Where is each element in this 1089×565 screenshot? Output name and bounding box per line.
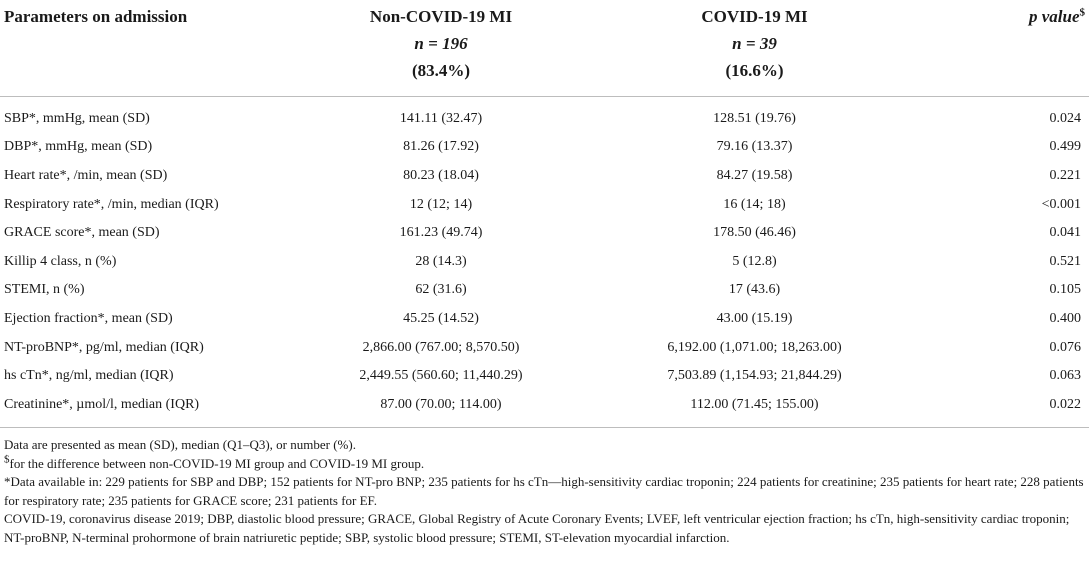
table-row	[0, 305, 1089, 334]
row-p-value: 0.105	[1049, 282, 1081, 298]
table-header	[0, 0, 1089, 96]
row-non-covid-value: 2,449.55 (560.60; 11,440.29)	[359, 368, 523, 384]
header-parameters: Parameters on admission	[4, 7, 188, 26]
header-covid-name: COVID-19 MI	[701, 7, 808, 26]
row-non-covid-value: 141.11 (32.47)	[399, 110, 483, 126]
row-parameter: Creatinine*, µmol/l, median (IQR)	[4, 396, 200, 412]
header-non-covid-group	[300, 0, 582, 96]
footnote-2	[4, 455, 1085, 474]
row-covid-value: 43.00 (15.19)	[716, 310, 793, 326]
row-non-covid-value: 28 (14.3)	[415, 253, 467, 269]
row-non-covid-value: 62 (31.6)	[415, 282, 467, 298]
row-p-value: <0.001	[1041, 196, 1081, 212]
row-p-value: 0.022	[1049, 396, 1081, 412]
footnote-2-sup: $	[4, 453, 10, 466]
row-non-covid-value: 87.00 (70.00; 114.00)	[380, 396, 502, 412]
row-parameter: STEMI, n (%)	[4, 282, 85, 298]
row-covid-value: 128.51 (19.76)	[713, 110, 796, 126]
row-non-covid-value: 2,866.00 (767.00; 8,570.50)	[362, 339, 520, 355]
row-parameter: GRACE score*, mean (SD)	[4, 225, 160, 241]
table-row	[0, 247, 1089, 276]
row-non-covid-value: 45.25 (14.52)	[403, 310, 479, 326]
row-covid-value: 112.00 (71.45; 155.00)	[690, 396, 819, 412]
footnote-4: COVID-19, coronavirus disease 2019; DBP, diastolic blood pressure; GRACE, Global Registry of Acute Coronary Events; LVEF, left ventricular ejection fraction; hs cTn, high-sensitivity cardiac troponin; NT-proBNP, N-terminal prohormone of brain natriuretic peptide; SBP, systolic blood pressure; STEMI, ST-elevation myocardial infarction.	[4, 511, 1070, 545]
row-covid-value: 79.16 (13.37)	[716, 139, 793, 155]
header-covid-group	[582, 0, 927, 96]
row-parameter: DBP*, mmHg, mean (SD)	[4, 139, 153, 155]
header-non-covid-n: n = 196	[414, 34, 468, 53]
row-parameter: Ejection fraction*, mean (SD)	[4, 310, 173, 326]
row-covid-value: 17 (43.6)	[728, 282, 781, 298]
row-p-value: 0.499	[1049, 139, 1081, 155]
row-parameter: Heart rate*, /min, mean (SD)	[4, 167, 168, 183]
row-p-value: 0.041	[1049, 225, 1081, 241]
header-p-value-label: p value	[1028, 7, 1080, 26]
footnote-3: *Data available in: 229 patients for SBP and DBP; 152 patients for NT-pro BNP; 235 patients for hs cTn—high-sensitivity cardiac troponin; 224 patients for creatinine; 235 patients for heart rate; 228 patients for respiratory rate; 235 patients for GRACE score; 231 patients for EF.	[4, 474, 1084, 508]
footnote-2-text: for the difference between non-COVID-19 MI group and COVID-19 MI group.	[9, 455, 425, 471]
footnote-1: Data are presented as mean (SD), median (Q1–Q3), or number (%).	[4, 437, 356, 453]
row-non-covid-value: 81.26 (17.92)	[403, 139, 479, 155]
table-row	[0, 219, 1089, 248]
header-non-covid-name: Non-COVID-19 MI	[369, 7, 513, 26]
table-footnotes	[0, 428, 1089, 548]
table-row	[0, 162, 1089, 191]
row-covid-value: 6,192.00 (1,071.00; 18,263.00)	[667, 339, 842, 355]
row-p-value: 0.521	[1049, 253, 1081, 269]
row-p-value: 0.400	[1049, 310, 1081, 326]
row-p-value: 0.221	[1049, 167, 1081, 183]
row-non-covid-value: 80.23 (18.04)	[403, 167, 479, 183]
header-p-value	[927, 0, 1089, 96]
table-body	[0, 96, 1089, 419]
row-covid-value: 84.27 (19.58)	[716, 167, 793, 183]
header-non-covid-pct: (83.4%)	[411, 61, 471, 80]
table-row	[0, 96, 1089, 133]
row-p-value: 0.076	[1049, 339, 1081, 355]
row-non-covid-value: 161.23 (49.74)	[399, 225, 483, 241]
header-covid-n: n = 39	[732, 34, 777, 53]
row-parameter: Respiratory rate*, /min, median (IQR)	[4, 196, 219, 212]
row-covid-value: 16 (14; 18)	[723, 196, 786, 212]
table-row	[0, 390, 1089, 419]
row-parameter: NT-proBNP*, pg/ml, median (IQR)	[4, 339, 204, 355]
header-p-value-sup: $	[1079, 6, 1085, 19]
row-p-value: 0.024	[1049, 110, 1081, 126]
row-parameter: SBP*, mmHg, mean (SD)	[4, 110, 150, 126]
row-covid-value: 178.50 (46.46)	[713, 225, 796, 241]
row-covid-value: 7,503.89 (1,154.93; 21,844.29)	[667, 368, 842, 384]
row-parameter: hs cTn*, ng/ml, median (IQR)	[4, 368, 174, 384]
row-p-value: 0.063	[1049, 368, 1081, 384]
table-row	[0, 276, 1089, 305]
table-row	[0, 362, 1089, 391]
header-covid-pct: (16.6%)	[725, 61, 784, 80]
row-covid-value: 5 (12.8)	[732, 253, 777, 269]
table-row	[0, 133, 1089, 162]
table-row	[0, 190, 1089, 219]
row-parameter: Killip 4 class, n (%)	[4, 253, 117, 269]
table-row	[0, 333, 1089, 362]
row-non-covid-value: 12 (12; 14)	[409, 196, 473, 212]
